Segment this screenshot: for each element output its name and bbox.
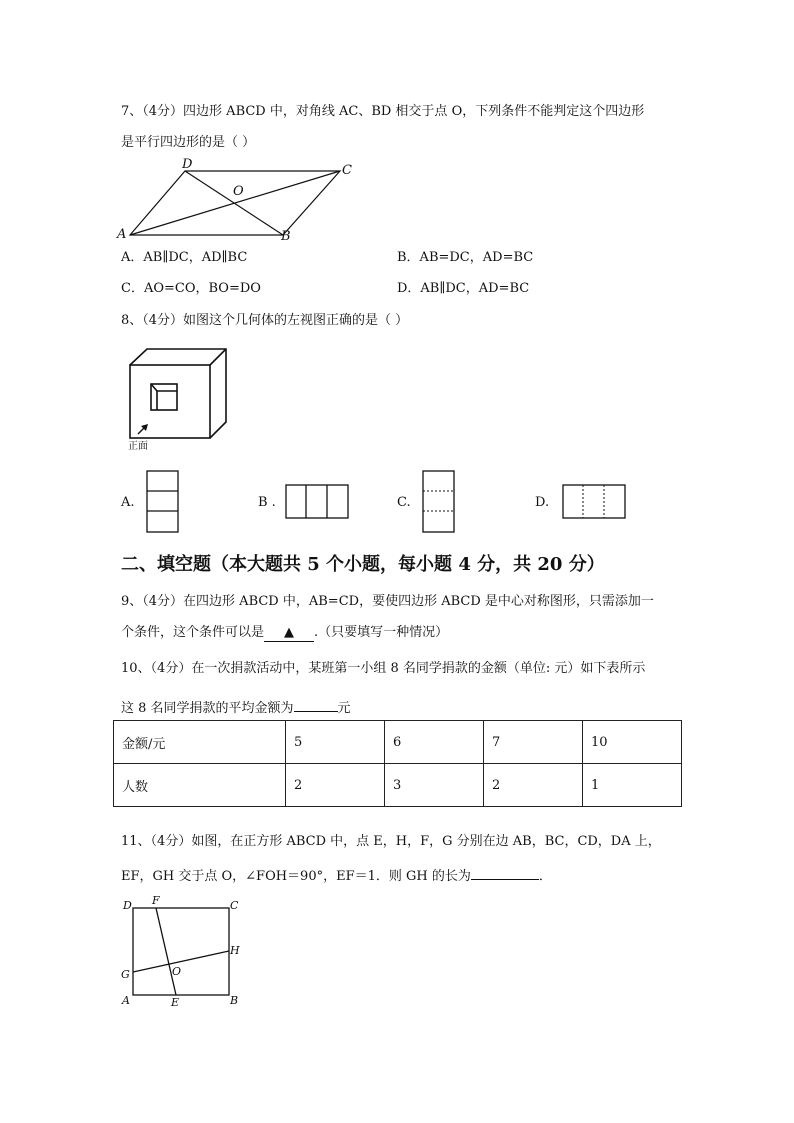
label-a: A [117, 227, 127, 242]
option-a-view [146, 470, 180, 534]
q7-option-d: D．AB∥DC，AD=BC [397, 281, 530, 296]
table-row [114, 764, 682, 807]
option-b-view [285, 484, 351, 520]
front-label: 正面 [128, 441, 148, 452]
q9-answer-blank[interactable] [264, 625, 314, 642]
q8-text: 8、（4分）如图这个几何体的左视图正确的是（ ） [121, 313, 409, 328]
q11-line2-end: ． [538, 869, 552, 884]
q10-line2-end: 元 [337, 701, 351, 716]
q8-option-a-letter: A. [121, 495, 135, 510]
q11-line1: 11、（4分）如图，在正方形 ABCD 中，点 E，H，F，G 分别在边 AB，BC，CD，DA 上， [121, 834, 661, 849]
front-arrow-icon [138, 424, 148, 434]
table-cell: 7 [484, 721, 583, 764]
q10-line1: 10、（4分）在一次捐款活动中，某班第一小组 8 名同学捐款的金额（单位: 元）如下表所示 [121, 661, 646, 676]
square-figure [117, 892, 247, 1010]
q9-line1: 9、（4分）在四边形 ABCD 中，AB=CD，要使四边形 ABCD 是中心对称图形，只需添加一 [121, 594, 654, 609]
diagonal-bd [185, 171, 283, 235]
q9-line2 [121, 625, 448, 642]
table-cell: 5 [286, 721, 385, 764]
q9-line2-end: .（只要填写一种情况） [314, 625, 449, 640]
segment-ef [156, 908, 176, 995]
q11-answer-blank[interactable] [471, 865, 539, 880]
option-c-view [422, 470, 456, 534]
table-cell: 1 [583, 764, 682, 807]
q7-option-b: B．AB=DC，AD=BC [397, 250, 534, 265]
donation-table [113, 720, 682, 807]
table-cell: 10 [583, 721, 682, 764]
q8-option-d-letter: D. [535, 495, 550, 510]
table-row [114, 721, 682, 764]
label-c: C [230, 899, 239, 912]
label-o: O [172, 965, 182, 978]
table-cell: 3 [385, 764, 484, 807]
hole-inner-edge [157, 391, 177, 410]
q7-option-c: C．AO=CO，BO=DO [121, 281, 261, 296]
label-a: A [122, 994, 130, 1007]
cube-with-hole-figure [120, 345, 230, 455]
q9-line2-start: 个条件，这个条件可以是 [121, 625, 265, 640]
q10-line2-start: 这 8 名同学捐款的平均金额为 [121, 701, 294, 716]
q8-option-c-letter: C. [397, 495, 411, 510]
label-g: G [121, 968, 130, 981]
label-c: C [342, 163, 352, 178]
q10-answer-blank[interactable] [294, 697, 338, 712]
table-cell: 2 [484, 764, 583, 807]
blank-triangle-mark: ▲ [284, 625, 295, 640]
label-b: B [281, 229, 291, 244]
table-cell: 2 [286, 764, 385, 807]
label-d: D [123, 899, 132, 912]
option-d-view [562, 484, 628, 520]
label-b: B [230, 994, 239, 1007]
parallelogram-figure [113, 155, 363, 245]
cube-front-face [130, 365, 210, 438]
q7-line1: 7、（4分）四边形 ABCD 中，对角线 AC、BD 相交于点 O，下列条件不能判定这个四边形 [121, 104, 645, 119]
section2-title: 二、填空题（本大题共 5 个小题，每小题 4 分，共 20 分） [121, 554, 605, 575]
label-h: H [230, 944, 240, 957]
label-e: E [171, 996, 180, 1009]
q11-line2 [121, 865, 552, 885]
q10-line2 [121, 697, 351, 717]
label-d: D [182, 157, 193, 172]
table-cell: 金额/元 [114, 721, 286, 764]
q8-option-b-letter: B . [258, 495, 276, 510]
table-cell: 6 [385, 721, 484, 764]
q7-line2: 是平行四边形的是（ ） [121, 135, 256, 150]
table-cell: 人数 [114, 764, 286, 807]
square-outline [133, 908, 229, 995]
label-f: F [152, 894, 160, 907]
label-o: O [233, 184, 244, 199]
q7-option-a: A．AB∥DC，AD∥BC [121, 250, 248, 265]
q11-line2-start: EF，GH 交于点 O，∠FOH＝90°，EF＝1．则 GH 的长为 [121, 869, 471, 884]
